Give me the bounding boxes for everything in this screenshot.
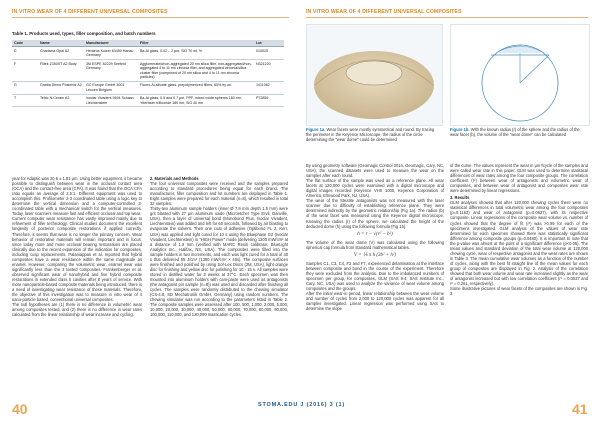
table-cell: 1411082 (254, 81, 284, 94)
table-cell: P72859 (254, 94, 284, 107)
table-header-cell: Manufacturer (84, 40, 138, 47)
table-cell: Ivoclar Vivadent 9494 Schaan Liechtenstein (84, 94, 138, 107)
paragraph: By using geometry software (Geomagic Control 2014, Geomagic, Cary, NC, USA), the scanned datasets were used to measure the wear on the samples after each round. (306, 163, 444, 179)
section-heading: 3. Results (450, 195, 470, 201)
page-number-left: 40 (12, 401, 28, 417)
table-cell: F (12, 60, 38, 82)
paragraph: The four universal composites were received and the samples prepared according to standard procedures being equal for each brand. The manufacturer, filler composition and lot numbers are displayed in Table 1. Eight samples were prepared for each material (n=8), which resulted in total 32 samples. (150, 181, 288, 207)
figure-caption-text: Wear facets were mostly symmetrical and round. By tracing the perimeter in the Keyence Microscope, the radius of the circle determining the "wear dome" could be determined (306, 127, 435, 142)
figure-label: Figure 1b. (450, 127, 470, 132)
table-row (12, 81, 284, 94)
formula-volume: V = ⅙ π h (3b² + h²) (353, 252, 397, 258)
table-header-cell: Filler (138, 40, 254, 47)
running-header-right: IN VITRO WEAR OF 4 DIFFERENT UNIVERSAL COMPOSITES (306, 9, 462, 15)
paragraph: The null hypotheses are (1) there is no difference in volumetric wear among composites tested, and (2) there is no difference in wear rates calculated from the linear relationship of wear increase and cycling. (12, 302, 142, 318)
table-cell: GC Europe GmbH 3001 Leuven Belgium (84, 81, 138, 94)
table-caption: Table 1. Products used, types, filler composition, and batch numbers (12, 31, 156, 36)
formula-height: h = r − √(r² − b²) (357, 231, 393, 237)
table-cell: Fluoro-Al-silicate glass, prepolymerized fillers, 65% by wt. (138, 81, 254, 94)
right-page-column-1 (306, 163, 444, 393)
figure-1a-image (306, 24, 443, 126)
table-cell: Ba-Al glass, 0.02 – 2 μm, SiO 70 wt. % (138, 47, 254, 60)
table-row (12, 94, 284, 107)
table-cell: Agglomerated/non-aggregated 20 nm silica filler, non-aggregated/non-aggregated 4 to 11 nm zirconia filler, and aggregated zirconia/silica cluster filler (comprised of 20 nm silica and 4 to 11 nm zirconia particles) (138, 60, 254, 82)
left-page-column-1 (12, 176, 142, 391)
table-cell: N321220 (254, 60, 284, 82)
paragraph: The wear of the Steatite antagonists was not measured with the laser scanner due to difficulty of establishing reference plane. They were determined indirectly by the geometric relationship (Fig 1a). The radius (b) of the wear facet was measured using the Keyence digital microscope. Knowing the radius (r) of the sphere, we calculated the height of the deducted dome (h) using the following formula (Fig 1b). (306, 198, 444, 229)
section-heading: 2. Materials and Methods (150, 176, 199, 181)
paragraph: Current computer wear resistance has vastly improved mainly due to refinement of filler technology. Clinical studies document the excellent longevity of posterior composite restorations if applied correctly. Therefore, it seems that wear is no longer the primary concern. Wear behavior of restorative materials will remain important and in focus, since today more and more occlusal bearing restorations are placed clinically due to the recent expansion of the indication for composites, including cusp replacements. Palaniappan et al. reported that hybrid composites have a wear resistance within the same magnitude as enamel. However, comparing the volumetric wear, enamel wear was significantly less than the 3 tested composites. Frankenberger et al. observed significant wear of nanohybrid and fine hybrid composite restorations in extended class II cavities after 8 years of service. With more nanoparticle-based composite materials being introduced, there is a need of investigating wear resistance of these materials. Therefore, the objective of this investigation was to measure in vitro wear of 4 nano-particle based, conventional universal composites. (12, 216, 142, 303)
paragraph: The volume of the wear dome (V) was calculated using the following spherical cap formula from standard mathematical tables. (306, 239, 444, 250)
figure-caption-text: With the known radius (r) of the sphere and the radius of the wear facet (b), the volume of the "wear dome" can be calculated (450, 127, 580, 137)
materials-table (12, 40, 284, 107)
journal-footer: STOMA.EDU J (2016) 3 (1) (258, 402, 345, 408)
sphere-geometry-diagram (451, 25, 589, 125)
table-header-cell: Lot (254, 40, 284, 47)
figure-1b-caption (450, 127, 588, 137)
figure-1b-image (450, 24, 590, 126)
table-cell: Ba-Al glass, 0.5 and 0.7 μm, PPF, mixed oxide spheres 160 nm, Ytterbium trifluoride 180 nm, SiO 40 nm (138, 94, 254, 107)
figure-label: Figure 1a. (306, 127, 326, 132)
left-page-column-2 (150, 176, 288, 391)
table-cell: C (12, 47, 38, 60)
table-header-row (12, 40, 284, 47)
page-number-right: 41 (572, 401, 588, 417)
paragraph: Samples C1, C3, C4, F2 and F7, experienced delamination at the interface between composite and bond in the course of the experiment. Therefore they were excluded from the analysis. Due to the imbalanced numbers of specimen per group, for composites, GLM (SAS 9.4; SAS Institute Inc., Cary, NC, USA) was used to analyze the variance of wear volume among composites and the groups. (306, 260, 444, 292)
table-cell: T (12, 94, 38, 107)
table-cell: Gradia Direct Posterior A2 (38, 81, 84, 94)
paragraph: of the curve. The values represent the wear in μm³/cycle of the samples and were called wear rate in this paper. GLM was used to determine statistical differences of wear rates among the four composite groups. The correlation coefficient (r²) between wear of antagonists and volumetric wear of composites, and between wear of antagonist and composites wear rate were determined by linear regressions. (450, 163, 588, 194)
running-header-left: IN VITRO WEAR OF 4 DIFFERENT UNIVERSAL COMPOSITES (12, 9, 168, 15)
right-page-column-2 (450, 163, 588, 393)
wear-dome-illustration (307, 25, 442, 125)
paragraph: Thirty-two aluminum sample holders (inner Ø 7.9 mm depth 1.5 mm) were grit blasted with 27 μm aluminum oxide (Microetcher Type Ervil, Danville, USA), then a layer of universal bond (Monobond Plus, Ivoclar Vivadent, Liechtenstein) was added and left for 60 seconds, followed by air blasting to evaporate the solvent. Then one coat of adhesive (Optibond FL 2, Kerr, USA) was applied and light cured for 10 s using the Bluephase G2 (Ivoclar Vivadent, Liechtenstein) in "HIGH Power" mode (delivering 1200 mW/cm² at a distance of 1.5 mm (verified with MARC Resin calibrator, BlueLight Analytics Inc., Halifax, NS, USA). The composites were filled into the sample holders in two increments, and each was light cured for a total of 40 s that delivered 55 J/cm² (1300 mW/cm² × 40s). The composite surfaces were finished and polished by using Sof-Lex Discs (3M, USA), light orange disc for finishing and yellow disc for polishing for 10 - 15 s. All samples were stored in distilled water for 3 weeks at 37°C. Each specimen was then mounted into aluminum holders with cam-paste were used as antagonists (the antagonist pin sample (n=8)) was used and discarded after finishing all cycles. The samples were randomly distributed to the chewing simulator (CS-4.8, SD Mechatronik GmbH, Germany) using random numbers. The chewing simulator was run according to the parameters listed in Table 2. The composite samples were assessed after 100, 500, 1,000, 2,000, 5,000, 10,000, 20,000, 30,000, 40,000, 50,000, 60,000, 70,000, 80,000, 90,000, 100,000, 110,000, and 120,000 mastication cycles. (150, 206, 288, 318)
paragraph: The flat surface of the sample was used as a reference plane. All wear facets at 120,000 cycles were examined with a digital microscope and digital images recorded (Keyence VHX 1000, Keyence Corporation of America, Elmwood Park, NJ, USA). (306, 178, 444, 199)
table-cell: Charisma Opal A2 (38, 47, 84, 60)
table-row (12, 60, 284, 82)
table-row (12, 47, 284, 60)
table-cell: Heraeus Kulzer 63450 Hanau Germany (84, 47, 138, 60)
paragraph: Some illustrative pictures of wear facets of the composites are shown in Fig. 3. (450, 286, 588, 297)
table-cell: 3M ESPE 82229 Seefeld Germany (84, 60, 138, 82)
paragraph: After the initial wear-in period, linear relationship between the wear volume and number of cycles from 2,000 to 120,000 cycles was apparent for all samples investigated. Linear regression was performed using SAS to determine the slope (306, 291, 444, 312)
table-header-cell: Code (12, 40, 38, 47)
table-cell: G (12, 81, 38, 94)
paragraph: GLM analyses showed that after 120,000 chewing cycles there were no statistical differences in total volumetric wear among the four composites (p=0.1163) and wear of antagonist (p=0.0627), with its respective composite. Linear regressions of the composite wear volume vs. number of cycles showed that the degree of fit (r²) was >0.99 for each of the specimens investigated. GLM analysis of the values of wear rate determined for each specimen showed there was statistically significant difference among composite groups (p=0.0480). It is important to note that the p-value was almost at the point of a significant difference (p<0.05). The mean values and standard deviation of the total wear volume at 120,000 chewing cycle, wear of respective antagonist and the wear rates are shown in Table 3. The mean cumulative wear volumes as a function of the number of cycles, along with the best fit straight line of the mean values for each group of composites are displayed in Fig. 2. Analysis of the correlation showed that both wear volume and wear rate increased slightly as the wear of antagonist increased but with low correlation coefficient (r² = 0.0027 and r² = 0.261, respectively). (450, 200, 588, 287)
table-header-cell: Name (38, 40, 84, 47)
table-cell: Filtek Z350XT A2 Body (38, 60, 84, 82)
table-cell: 010025 (254, 47, 284, 60)
header-rule-left (12, 17, 289, 18)
paragraph: year for Adaptic was 20.6 ± 1.81 μm. Using better equipment, it became possible to distinguish between wear in the occlusal contact area (OCA) and the contact-free area (CFA). It was found that the OCA:CFA ratio equals an average of 2.5:1. Different equipment was used to accomplish this. Profilometer 2-3 coordinated table using a logic key to determine the vertical dimension and a computer-controlled 3-coordinated table with a mechanical switch for the vertical measures. Today, laser scanners measure fast and efficient occlusal and top wear. (12, 176, 142, 217)
header-rule-right (306, 17, 588, 18)
figure-1a-caption (306, 127, 441, 142)
table-cell: Tetric N-Ceram A2 (38, 94, 84, 107)
